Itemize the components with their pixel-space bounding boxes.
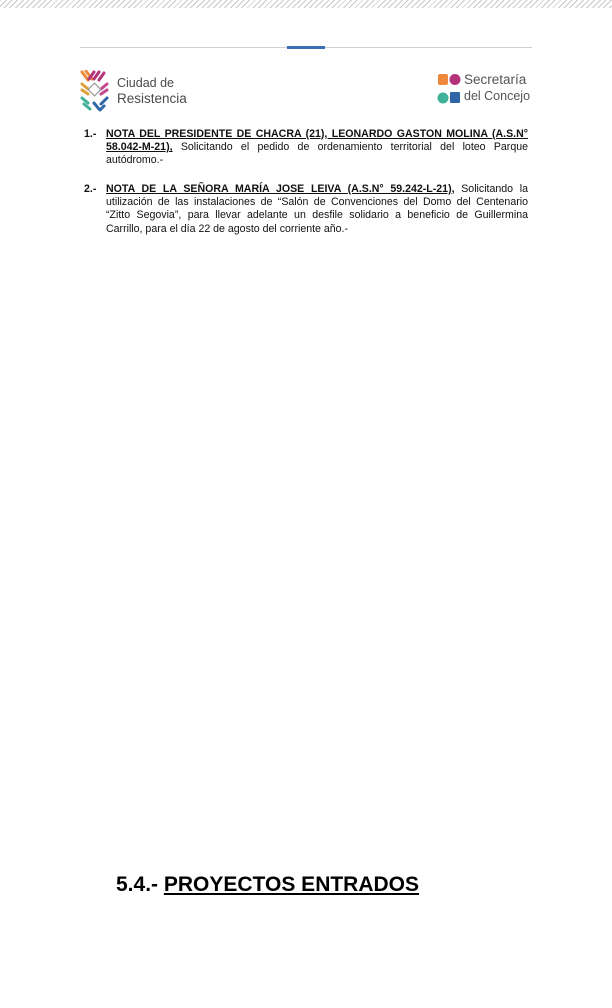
secretaria-del-concejo-logo bbox=[437, 70, 537, 110]
logo-right-line1: Secretaría bbox=[464, 72, 527, 87]
logo-left-line1: Ciudad de bbox=[117, 76, 174, 90]
item-body bbox=[106, 128, 528, 168]
item-lead: NOTA DE LA SEÑORA MARÍA JOSE LEIVA (A.S.N° 59.242-L-21), bbox=[106, 183, 455, 195]
agenda-item-2 bbox=[84, 183, 528, 236]
secretaria-logo-icon bbox=[437, 73, 461, 105]
item-body bbox=[106, 183, 528, 236]
section-title: PROYECTOS ENTRADOS bbox=[163, 873, 420, 896]
section-number: 5.4.- bbox=[116, 873, 159, 896]
header-rule-accent bbox=[287, 46, 325, 49]
item-text: Solicitando el pedido de ordenamiento territorial del loteo Parque autódromo.- bbox=[106, 141, 528, 167]
resistencia-logo-icon bbox=[80, 70, 110, 112]
section-heading bbox=[116, 873, 419, 897]
logo-right-line2: del Concejo bbox=[464, 89, 531, 103]
ciudad-de-resistencia-logo bbox=[80, 70, 200, 112]
item-lead: NOTA DEL PRESIDENTE DE CHACRA (21), LEONARDO GASTON MOLINA (A.S.N° 58.042-M-21), bbox=[106, 128, 528, 154]
logo-left-line2: Resistencia bbox=[117, 91, 187, 106]
item-number: 2.- bbox=[84, 183, 97, 195]
item-text: Solicitando la utilización de las instalaciones de “Salón de Convenciones del Domo del Centenario “Zitto Segovia”, para llevar adelante un desfile solidario a beneficio de Guillermina Carrillo, para el día 22 de agosto del corriente año.- bbox=[106, 183, 528, 235]
item-number: 1.- bbox=[84, 128, 97, 140]
agenda-item-1 bbox=[84, 128, 528, 168]
top-hatch-border bbox=[0, 0, 612, 8]
